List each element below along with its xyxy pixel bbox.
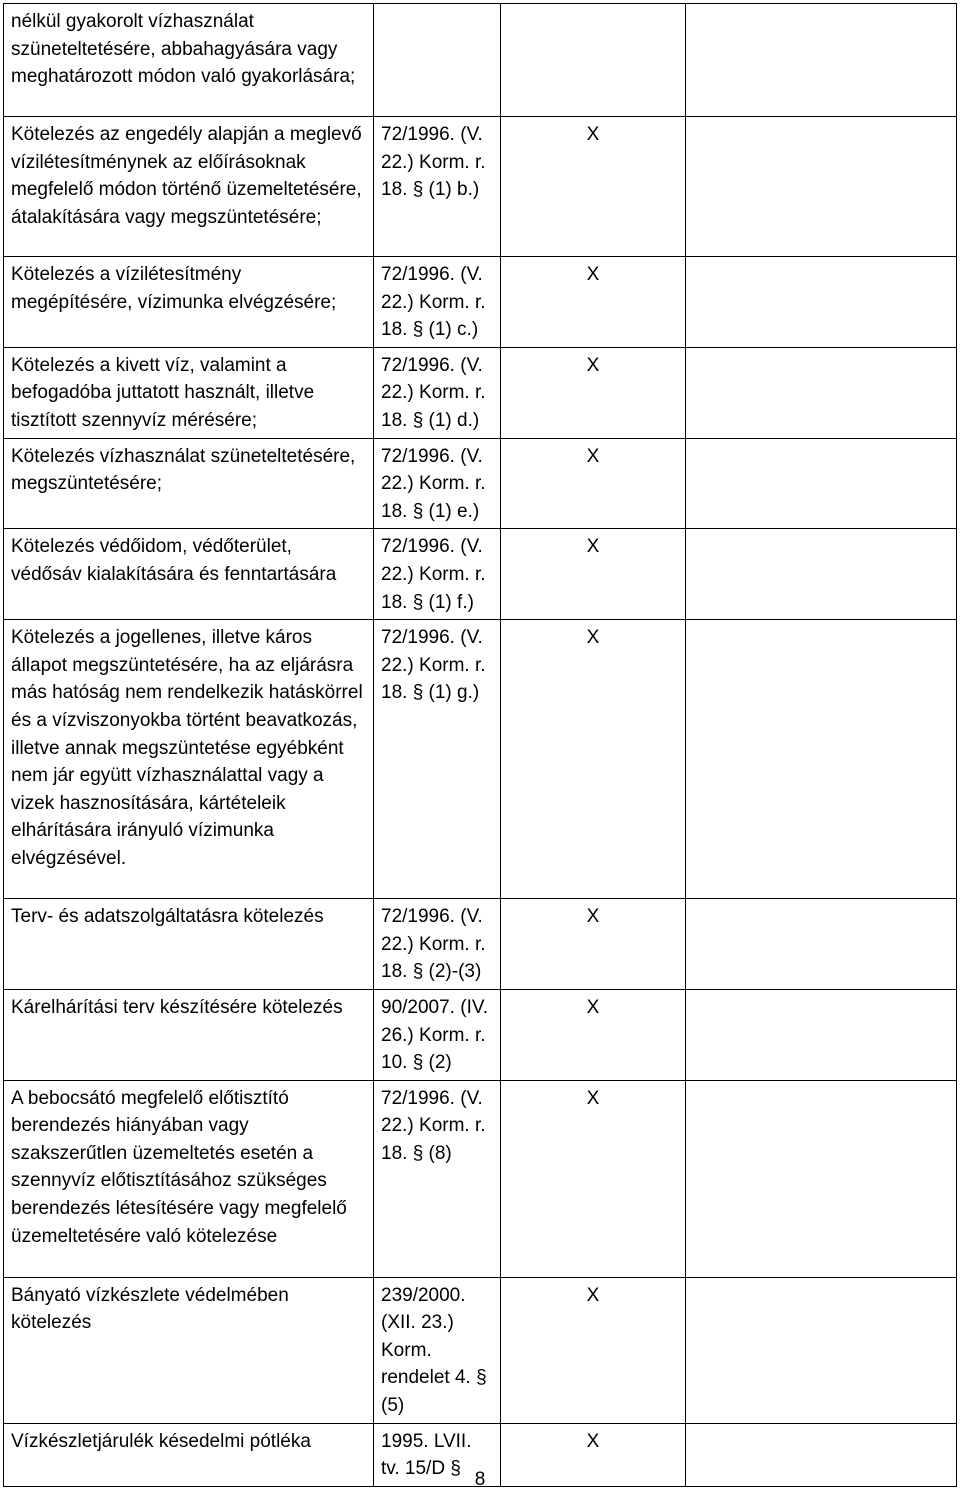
table-row <box>4 257 957 348</box>
empty-cell <box>686 1277 957 1423</box>
reference-cell: 72/1996. (V. 22.) Korm. r. 18. § (8) <box>374 1080 501 1277</box>
reference-cell: 72/1996. (V. 22.) Korm. r. 18. § (1) e.) <box>374 438 501 529</box>
empty-cell <box>686 620 957 899</box>
reference-cell: 90/2007. (IV. 26.) Korm. r. 10. § (2) <box>374 989 501 1080</box>
description-cell: Bányató vízkészlete védelmében kötelezés <box>4 1277 374 1423</box>
table-row <box>4 438 957 529</box>
mark-cell: X <box>501 899 686 990</box>
reference-cell: 72/1996. (V. 22.) Korm. r. 18. § (1) b.) <box>374 117 501 257</box>
table-row <box>4 1080 957 1277</box>
description-cell: Kötelezés az engedély alapján a meglevő vízilétesítménynek az előírásoknak megfelelő módon történő üzemeltetésére, átalakítására vagy megszüntetésére; <box>4 117 374 257</box>
reference-cell: 1995. LVII. tv. 15/D § <box>374 1423 501 1486</box>
table-row <box>4 529 957 620</box>
empty-cell <box>686 257 957 348</box>
reference-cell: 72/1996. (V. 22.) Korm. r. 18. § (1) d.) <box>374 347 501 438</box>
reference-cell: 72/1996. (V. 22.) Korm. r. 18. § (2)-(3) <box>374 899 501 990</box>
empty-cell <box>686 899 957 990</box>
description-cell: Kötelezés vízhasználat szüneteltetésére, megszüntetésére; <box>4 438 374 529</box>
description-cell: Kötelezés védőidom, védőterület, védősáv kialakítására és fenntartására <box>4 529 374 620</box>
reference-cell: 239/2000. (XII. 23.) Korm. rendelet 4. § (5) <box>374 1277 501 1423</box>
description-cell: A bebocsátó megfelelő előtisztító berendezés hiányában vagy szakszerűtlen üzemeltetés esetén a szennyvíz előtisztításához szükséges berendezés létesítésére vagy megfelelő üzemeltetésére való kötelezése <box>4 1080 374 1277</box>
table-row <box>4 117 957 257</box>
table-row <box>4 347 957 438</box>
description-cell: Kötelezés a vízilétesítmény megépítésére, vízimunka elvégzésére; <box>4 257 374 348</box>
empty-cell <box>686 117 957 257</box>
description-cell: Kötelezés a jogellenes, illetve káros állapot megszüntetésére, ha az eljárásra más hatóság nem rendelkezik hatáskörrel és a vízviszonyokba történt beavatkozás, illetve annak megszüntetése egyébként nem jár együtt vízhasználattal vagy a vizek hasznosítására, kártételeik elhárítására irányuló vízimunka elvégzésével. <box>4 620 374 899</box>
reference-cell <box>374 4 501 117</box>
description-cell: Kárelhárítási terv készítésére kötelezés <box>4 989 374 1080</box>
reference-cell: 72/1996. (V. 22.) Korm. r. 18. § (1) c.) <box>374 257 501 348</box>
table-row <box>4 989 957 1080</box>
description-cell: Vízkészletjárulék késedelmi pótléka <box>4 1423 374 1486</box>
reference-cell: 72/1996. (V. 22.) Korm. r. 18. § (1) g.) <box>374 620 501 899</box>
mark-cell: X <box>501 1080 686 1277</box>
mark-cell: X <box>501 438 686 529</box>
mark-cell: X <box>501 1277 686 1423</box>
table-row <box>4 620 957 899</box>
empty-cell <box>686 529 957 620</box>
empty-cell <box>686 989 957 1080</box>
description-cell: Terv- és adatszolgáltatásra kötelezés <box>4 899 374 990</box>
empty-cell <box>686 347 957 438</box>
mark-cell: X <box>501 117 686 257</box>
page-number: 8 <box>474 1469 486 1490</box>
mark-cell: X <box>501 1423 686 1486</box>
table-row <box>4 4 957 117</box>
obligations-table <box>3 3 957 1487</box>
description-cell: Kötelezés a kivett víz, valamint a befogadóba juttatott használt, illetve tisztított szennyvíz mérésére; <box>4 347 374 438</box>
empty-cell <box>686 438 957 529</box>
empty-cell <box>686 4 957 117</box>
mark-cell: X <box>501 620 686 899</box>
reference-cell: 72/1996. (V. 22.) Korm. r. 18. § (1) f.) <box>374 529 501 620</box>
empty-cell <box>686 1080 957 1277</box>
table-row <box>4 1277 957 1423</box>
mark-cell: X <box>501 529 686 620</box>
description-cell: nélkül gyakorolt vízhasználat szüneteltetésére, abbahagyására vagy meghatározott módon való gyakorlására; <box>4 4 374 117</box>
mark-cell: X <box>501 347 686 438</box>
mark-cell: X <box>501 989 686 1080</box>
table-row <box>4 899 957 990</box>
mark-cell <box>501 4 686 117</box>
mark-cell: X <box>501 257 686 348</box>
